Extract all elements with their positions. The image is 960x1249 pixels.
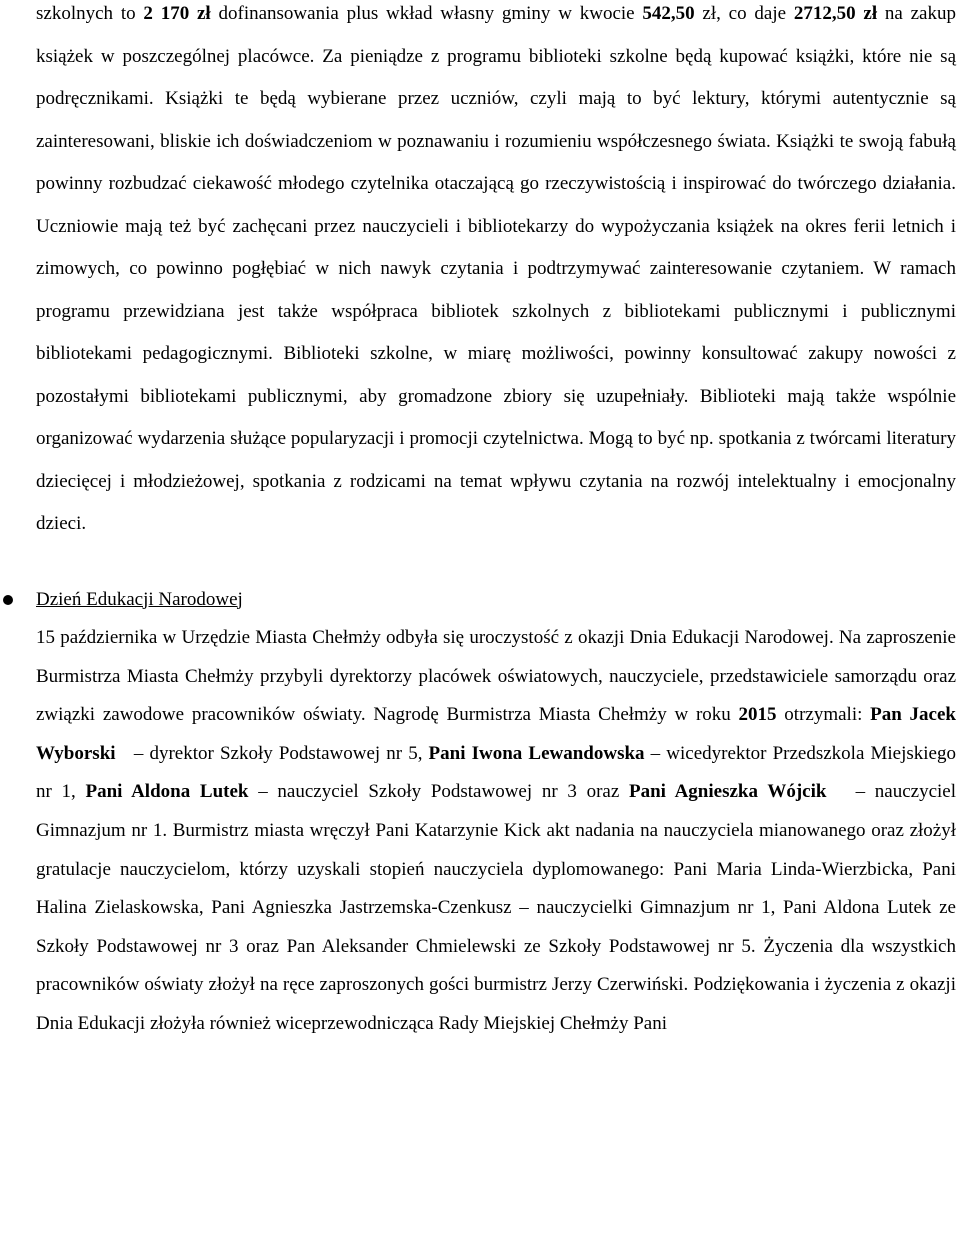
section-education-day [36,579,956,1044]
paragraph1-bold-run: 542,50 [642,3,695,24]
paragraph-book-program: szkolnych to 2 170 zł dofinansowania plus wkład własny gminy w kwocie 542,50 zł, co daje 2712,50 zł na zakup książek w poszczególnej placówce. Za pieniądze z programu biblioteki szkolne będą kupować książki, które nie są podręcznikami. Książki te będą wybierane przez uczniów, czyli mają to być lektury, którymi autentycznie są zainteresowani, bliskie ich doświadczeniom w poznawaniu i rozumieniu współczesnego świata. Książki te swoją fabułą powinny rozbudzać ciekawość młodego czytelnika otaczającą go rzeczywistością i inspirować do twórczego działania. Uczniowie mają też być zachęcani przez nauczycieli i bibliotekarzy do wypożyczania książek na okres ferii letnich i zimowych, co powinno pogłębiać w nich nawyk czytania i podtrzymywać zainteresowanie czytaniem. W ramach programu przewidziana jest także współpraca bibliotek szkolnych z bibliotekami publicznymi i publicznymi bibliotekami pedagogicznymi. Biblioteki szkolne, w miarę możliwości, powinny konsultować zakupy nowości z pozostałymi bibliotekami publicznymi, aby gromadzone zbiory się uzupełniały. Biblioteki mają także wspólnie organizować wydarzenia służące popularyzacji i promocji czytelnictwa. Mogą to być np. spotkania z twórcami literatury dziecięcej i młodzieżowej, spotkania z rodzicami na temat wpływu czytania na rozwój intelektualny i emocjonalny dzieci. [36,3,956,534]
paragraph2-bold-run: Pani Agnieszka Wójcik [628,781,827,803]
paragraph-education-day: 15 października w Urzędzie Miasta Chełmży odbyła się uroczystość z okazji Dnia Edukacji Narodowej. Na zaproszenie Burmistrza Miasta Chełmży przybyli dyrektorzy placówek oświatowych, nauczyciele, przedstawiciele samorządu oraz związki zawodowe pracowników oświaty. Nagrodę Burmistrza Miasta Chełmży w roku 2015 otrzymali: Pan Jacek Wyborski – dyrektor Szkoły Podstawowej nr 5, Pani Iwona Lewandowska – wicedyrektor Przedszkola Miejskiego nr 1, Pani Aldona Lutek – nauczyciel Szkoły Podstawowej nr 3 oraz Pani Agnieszka Wójcik – nauczyciel Gimnazjum nr 1. Burmistrz miasta wręczył Pani Katarzynie Kick akt nadania na nauczyciela mianowanego oraz złożył gratulacje nauczycielom, którzy uzyskali stopień nauczyciela dyplomowanego: Pani Maria Linda-Wierzbicka, Pani Halina Zielaskowska, Pani Agnieszka Jastrzemska-Czenkusz – nauczycielki Gimnazjum nr 1, Pani Aldona Lutek ze Szkoły Podstawowej nr 3 oraz Pan Aleksander Chmielewski ze Szkoły Podstawowej nr 5. Życzenia dla wszystkich pracowników oświaty złożył na ręce zaproszonych gości burmistrz Jerzy Czerwiński. Podziękowania i życzenia z okazji Dnia Edukacji złożyła również wiceprzewodnicząca Rady Miejskiej Chełmży Pani [36,627,956,1034]
paragraph1-bold-run: 2 170 zł [143,3,211,24]
bullet-icon [3,595,13,605]
paragraph1-bold-run: 2712,50 zł [793,3,878,24]
document-page [36,0,956,1044]
paragraph2-bold-run: Pani Aldona Lutek [85,781,249,803]
paragraph2-bold-run: Pani Iwona Lewandowska [428,742,645,764]
section-heading: Dzień Edukacji Narodowej [36,588,243,610]
paragraph2-bold-run: Pan Jacek Wyborski [36,704,956,764]
paragraph2-bold-run: 2015 [738,704,777,726]
